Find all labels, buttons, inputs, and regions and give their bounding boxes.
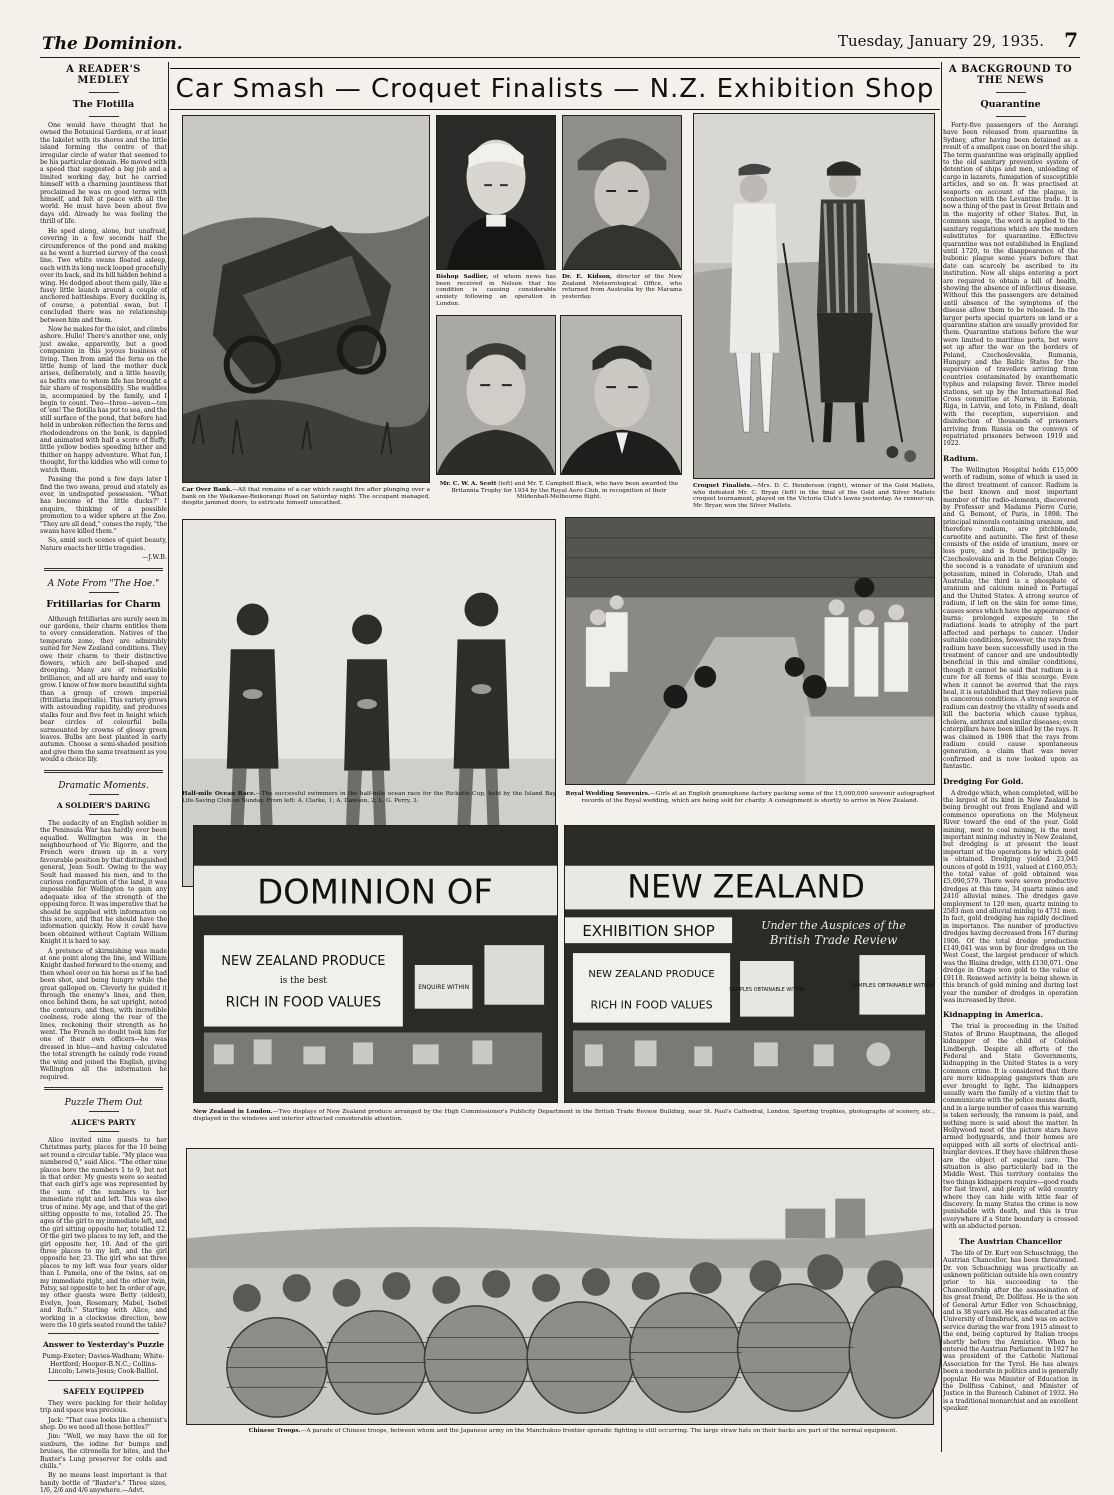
background-to-the-news-column — [943, 62, 1078, 1452]
paragraph: They were packing for their holiday trip and space was precious. — [40, 1399, 167, 1415]
article-title: The Flotilla — [72, 99, 135, 110]
paragraph: A dredge which, when completed, will be the largest of its kind in New Zealand is being brought out from England and will commence operations on the Molyneux River toward the end of the year. Gold mining, next to coal mining, is the most important mining industry in New Zealand, but dredging is at present the least important of the operations by which gold is obtained. Dredging yielded 23,045 ounces of gold in 1931, valued at £160,053; the total value of gold obtained was £5,090,579. There were seven productive dredges at this time, 34 quartz mines and 2410 alluvial mines. The dredges gave employment to 120 men, quartz mining to 2583 men and alluvial mining to 4731 men. In fact, gold dredging has rapidly declined in importance. The number of productive dredges having decreased from 167 during 1906. Of the total dredge production £149,041 was won by four dredges on the West Coast, the largest producer of which was the Blaina dredge, with £130,071. One dredge in Otago won gold to the value of £9118. Renewed activity is being shown in this branch of gold mining and during last year the number of dredges in operation was increased by three. — [943, 789, 1078, 1004]
paragraph: Forty-five passengers of the Aorangi have been released from quarantine in Sydney, after having been detained as a result of a smallpox case on board the ship. The term quarantine was originally applied to the old sanitary preventive system of detention of ships and men, unloading of cargo in lazarets, fumigation of susceptible articles, and so on. It was practised at seaports on account of the plague, in connection with the Levantine trade. It is now a thing of the past in Great Britain and in the majority of other States. But, in common usage, the word is applied to the sanitary regulations which are the modern substitutes for quarantine. Effective quarantine was not established in England until 1720, to the disappearance of the bubonic plague some years before that date can scarcely be ascribed to its institution. Now all ships entering a port are required to obtain a bill of health, showing the absence of infectious disease. Without this the passengers are detained until absence of the symptoms of the disease allow them to be released. In the larger ports special quarters on land or a quarantine station are usually provided for them. Quarantine stations before the war were limited to maritime ports, but were set up after the war on the borders of Poland, Czechoslovakia, Rumania, Hungary and the Baltic States for the supervision of travellers arriving from countries contaminated by exanthematic typhus and relapsing fever. Three model stations, set up by the International Red Cross committee at Narwa, in Estonia, Riga, in Latvia, and Ioto, in Finland, dealt with the reception, supervision and disinfection of thousands of prisoners arriving from Russia on the convoys of repatriated prisoners between 1919 and 1922. — [943, 122, 1078, 448]
shop-fascia-left: DOMINION OF — [257, 872, 493, 912]
caption-lead: Bishop Sadlier, — [436, 274, 489, 280]
caption-text: —A parade of Chinese troops, between whom and the Japanese army on the Manchukuo frontier sporadic fighting is still occurring. The large straw hats on their backs are part of the normal equipment. — [300, 1428, 898, 1434]
samples-sign-right: SAMPLES OBTAINABLE WITHIN — [850, 982, 934, 989]
swimmers-caption — [182, 791, 556, 813]
caption-lead: Mr. C. W. A. Scott — [439, 481, 497, 487]
page-banner-headline: Car Smash — Croquet Finalists — N.Z. Exhibition Shop — [170, 68, 940, 110]
article-title: The Austrian Chancellor — [959, 1236, 1062, 1246]
divider — [89, 814, 119, 815]
article-title: Kidnapping in America. — [943, 1010, 1043, 1020]
caption-text: director of the New Zealand Meteorological Office, who returned from Australia by the Marama yesterday. — [562, 274, 682, 301]
caption-text: of whom news has been received in Nelson that his condition is causing considerable anxiety following an operation in London. — [436, 274, 556, 307]
chinese-caption — [212, 1428, 934, 1440]
paragraph: By no means least important is that handy bottle of "Baxter's." Three sizes, 1/6, 2/6 and 4/6 anywhere.—Advt. — [40, 1472, 167, 1495]
article-title: Radium. — [943, 453, 979, 463]
column-rule-left — [168, 62, 169, 1452]
paragraph: A pretence of skirmishing was made at one point along the line, and William Knight dashed forward to the enemy, and then wheel over on his horse as if he had been shot, and being hungry while the great galloped on. Cleverly he guided it through the enemy's lines, and then, once behind them, he sat upright, noted the contours, and then, with incredible coolness, rode along the rear of the lines, reckoning their strength as he went. The French no doubt took him for one of their own officers—he was dressed in blue—and having calculated the total strength he calmly rode round the wing and joined the English, giving Wellington all the information he required. — [40, 947, 167, 1081]
caption-text: —The successful swimmers in the half-mile ocean race for the Ricketts Cup, held by the Island Bay Life-Saving Club on Sunday. From left: A. Clarke, 1; A. Dawson, 2; L. G. Perry, 3. — [182, 791, 556, 804]
exhibition-shop-sign: EXHIBITION SHOP — [582, 922, 715, 941]
divider — [48, 1333, 159, 1334]
caption-text: (left) and Mr. T. Campbell Black, who have been awarded the Britannia Trophy for 1934 by the Royal Aero Club, in recognition of their Mildenhall-Melbourne flight. — [451, 481, 679, 501]
car-wreck-photo — [182, 115, 430, 483]
london-caption — [193, 1109, 935, 1127]
paragraph: Now he makes for the islet, and climbs ashore. Hullo! There's another one, only just awake, apparently, but a good companion in this joyous business of living. Then from amid the ferns on the little hump of land the mother duck arises, deliberately, and a little heavily, as befits one to whom life has brought a fair share of responsibility. She waddles in, accompanied by the family, and I begin to count. Two—three—seven—ten of 'em! The flotilla has put to sea, and the still surface of the pond, that before had held in unbroken reflection the ferns and rhododendrons on the bank, is dappled and animated with half a score of fluffy, little yellow bodies speeding hither and thither on happy adventure. What fun, I thought, for the kiddies who will come to watch them. — [40, 325, 167, 474]
caption-text: —Two displays of New Zealand produce arranged by the High Commissioner's Publicity Department in the British Trade Review Building, near St. Paul's Cathedral, London. Sporting trophies, photographs of scenery, etc., displayed in the windows and interior attracted considerable attention. — [193, 1109, 935, 1122]
masthead — [40, 30, 1080, 58]
scott-portrait — [436, 315, 556, 475]
records-caption — [565, 791, 935, 815]
article-title: Fritillarias for Charm — [46, 598, 161, 610]
croquet-finalists-photo — [693, 113, 935, 479]
readers-medley-column — [40, 62, 167, 1495]
chinese-troops-photo — [186, 1148, 934, 1425]
caption-lead: New Zealand in London. — [193, 1109, 273, 1115]
divider — [89, 794, 119, 795]
divider — [89, 92, 119, 93]
divider — [44, 770, 163, 773]
paragraph: Although fritillarias are surely seen in our gardens, their charm entitles them to every consideration. Natives of the temperate zone, they are admirably suited for New Zealand conditions. They owe their charm to their distinctive flowers, which are bell-shaped and drooping. Many are of remarkable brilliance, and all are hardy and easy to grow. I know of few more beautiful sights than a group of crown imperial (fritillaria imperialis). This variety grows with astounding rapidity, and produces stalks four and five feet in height which bear circles of colourful bells surmounted by crowns of glossy green leaves. Bulbs are best planted in early autumn. Choose a semi-shaded position and give them the same treatment as you would a choice lily. — [40, 615, 167, 764]
article-kicker: Puzzle Them Out — [64, 1097, 143, 1108]
divider — [48, 1380, 159, 1381]
shop-fascia-right: NEW ZEALAND — [627, 868, 865, 906]
column-rule-right — [941, 62, 942, 1452]
campbell-black-portrait — [560, 315, 682, 475]
page-number: 7 — [1064, 28, 1078, 52]
divider — [44, 568, 163, 571]
caption-lead: Chinese Troops. — [248, 1428, 301, 1434]
divider — [89, 592, 119, 593]
paragraph: The Wellington Hospital holds £15,000 worth of radium, some of which is used in the direct treatment of cancer. Radium is the best known and most important member of the radio-elements, discovered by Professor and Madame Pierre Curie, and G. Bemont, of Paris, in 1898. The principal minerals containing uranium, and therefore radium, are pitchblende, carnotite and autunite. The first of these consists of the oxide of uranium, more or less pure, and is found principally in Czechoslovakia and in the Belgian Congo; the second is a vanadate of uranium and potassium, mined in Colorado, Utah and Australia; the third is a phosphate of uranium and calcium mined in Portugal and the United States. A strong source of radium, if left on the skin for some time, causes sores which have the appearance of burns; prolonged exposure to the radiations leads to atrophy of the part affected and perhaps to cancer. Under suitable conditions, however, the rays from radium have been successfully used in the treatment of cancer and are undoubtedly beneficial in this and similar conditions, though it cannot be said that radium is a cure for all forms of this scourge. Even when it cannot be averred that the rays heal, it is established that they relieve pain in cancerous conditions. A strong source of radium can destroy the vitality of seeds and kill the bacteria which cause typhus, cholera, anthrax and similar diseases; even caterpillars have been killed by the rays. It was claimed in 1906 that the rays from radium could cause spontaneous generation, a claim that was never confirmed and is now looked upon as fantastic. — [943, 466, 1078, 771]
divider — [996, 116, 1026, 117]
paragraph: The audacity of an English soldier in the Peninsula War has hardly ever been equalled. Wellington was in the neighbourhood of Vic Bigorre, and the French were drawn up in a very favourable position by that distinguished general, Jean Soult. Owing to the way Soult had massed his men, and to the curious configuration of the land, it was impossible for Wellington to gain any adequate idea of the strength of the opposing force. It was imperative that he should be supplied with information on this score, and that he should have the information quickly. How it could have been obtained without Captain William Knight it is hard to say. — [40, 819, 167, 946]
paragraph: So, amid such scenes of quiet beauty, Nature enacts her little tragedies. — [40, 537, 167, 552]
nz-shop-right-window-photo — [564, 825, 935, 1103]
article-title: ALICE'S PARTY — [71, 1117, 136, 1127]
paragraph: The trial is proceeding in the United States of Bruno Hauptmann, the alleged kidnapper of the child of Colonel Lindbergh. Despite all efforts of the Federal and State Governments, kidnapping in the United States is a very common crime. It is considered that there are more kidnapping gangsters than are ever brought to light. The kidnappers usually warn the family of a victim that to communicate with the police means death, and in a large number of cases this warning is taken seriously, the ransom is paid, and nothing more is said about the matter. In Hollywood most of the picture stars have armed bodyguards, and their homes are equipped with all sorts of electrical anti-burglar devices. If they have children these are the object of especial care. The situation is also particularly bad in the Middle West. This territory contains the two things kidnappers require—good roads for fast travel, and plenty of wild country where they can hide with little fear of discovery. In many States the crime is now punishable with death, and this is true everywhere if a State boundary is crossed with an abducted person. — [943, 1023, 1078, 1231]
caption-lead: Car Over Bank. — [182, 487, 233, 493]
paragraph: Jim: "Well, we may have the oil for sunburn, the iodine for bumps and bruises, the citronella for bites, and the Baxter's Lung preserver for colds and chills." — [40, 1433, 167, 1470]
produce-sign-line-1: NEW ZEALAND PRODUCE — [221, 954, 386, 969]
divider — [89, 1111, 119, 1112]
scott-black-caption — [436, 481, 682, 511]
divider — [44, 1087, 163, 1090]
auspices-line-1: Under the Auspices of the — [761, 919, 906, 933]
caption-lead: Royal Wedding Souvenirs. — [565, 791, 650, 797]
caption-text: —All that remains of a car which caught fire after plunging over a bank on the Waikanae-Reikorangi Road on Saturday night. The occupant managed, despite jammed doors, to extricate himself unscathed. — [182, 487, 430, 507]
article-title: Quarantine — [980, 99, 1041, 110]
samples-sign-left: SAMPLES OBTAINABLE WITHIN — [729, 986, 805, 993]
divider — [996, 92, 1026, 93]
gramophone-factory-photo — [565, 517, 935, 785]
auspices-line-2: British Trade Review — [769, 933, 898, 948]
nz-shop-left-window-photo — [193, 825, 558, 1103]
sadlier-caption — [436, 274, 556, 314]
divider — [89, 116, 119, 117]
puzzle-answer: Pump-Exeter; Davies-Wadham; White-Hertford; Hooper-B.N.C.; Collins-Lincoln; Lewis-Jesus; Cook-Balliol. — [42, 1352, 165, 1376]
paragraph: Alice invited nine guests to her Christmas party, places for the 10 being set round a circular table. "My place was numbered 0," said Alice. "The other nine places bore the numbers 1 to 9, but not in that order. My guests were so seated that each girl's age was represented by the sum of the numbers to her immediate right and left. This was also true of mine. My age, and that of the girl sitting opposite to me, totalled 25. The ages of the girl to my immediate left, and the girl sitting opposite her, totalled 12. Of the girl two places to my left, and the girl opposite her, 10. And of the girl three places to my left, and the girl opposite her, 23. The girl who sat three places to my left was four years older than I. Pamela, one of the twins, sat on my immediate right, and the other twin, Patsy, sat opposite to her. In order of age, my other guests were Betty (eldest), Evelyn, Joan, Rosemary, Mabel, Isobel and Ruth." Starting with Alice, and working in a clockwise direction, how were the 10 girls seated round the table? — [40, 1136, 167, 1330]
divider — [89, 1131, 119, 1132]
section-heading: A READER'S MEDLEY — [66, 64, 141, 86]
enquire-sign: ENQUIRE WITHIN — [418, 983, 470, 991]
caption-text: —Girls at an English gramophone factory packing some of the 15,000,000 souvenir autographed records of the Royal wedding, which are being sold for charity. A consignment is shortly to arrive in New Zealand. — [581, 791, 935, 804]
article-kicker: Dramatic Moments. — [58, 780, 149, 791]
paragraph: The life of Dr. Kurt von Schuschnigg, the Austrian Chancellor, has been threatened. Dr. von Schuschnigg was practically an unknown politician outside his own country prior to his succeeding to the Chancellorship after the assassination of his great friend, Dr. Dollfuss. He is the son of General Artur Edler von Schuschnigg, and is 38 years old. He was educated at the University of Innsbruck, and was on active service during the war from 1915 almost to the end, being captured by Italian troops shortly before the Armistice. When he entered the Austrian Parliament in 1927 he was president of the Catholic National Association for the Tyrol. He has always been a moderate in politics and is generally popular. He was Minister of Education in the Dollfuss Cabinet, and Minister of Justice in the Buresch Cabinet of 1932. He is a traditional monarchist and an excellent speaker. — [943, 1249, 1078, 1413]
caption-lead: Dr. E. Kidson, — [562, 274, 612, 280]
article-title: A SOLDIER'S DARING — [56, 800, 151, 810]
article-kicker: A Note From "The Hoe." — [47, 578, 160, 589]
produce-sign-line-3: RICH IN FOOD VALUES — [225, 994, 382, 1011]
produce-sign-line-2: is the best — [279, 975, 327, 986]
produce-sign-right-3: RICH IN FOOD VALUES — [590, 998, 713, 1012]
paragraph: Passing the pond a few days later I find the two swans, proud and stately as ever, in undisputed possession. "What has become of the little ducks?" I enquire, thinking of a possible promotion to a wider sphere at the Zoo. "They are all dead," comes the reply, "the swans have killed them." — [40, 476, 167, 535]
dr-kidson-portrait — [562, 115, 682, 270]
caption-lead: Half-mile Ocean Race. — [182, 791, 256, 797]
produce-sign-right-1: NEW ZEALAND PRODUCE — [588, 968, 715, 980]
newspaper-title: The Dominion. — [42, 34, 183, 54]
caption-text: —Mrs. D. C. Henderson (right), winner of the Gold Mallets, who defeated Mr. C. Bryan (left) in the final of the Gold and Silver Mallets croquet tournament, played on the Victoria Club's lawns yesterday. As runner-up, Mr. Bryan won the Silver Mallets. — [693, 483, 935, 510]
signature: —J.W.B. — [141, 553, 167, 562]
section-heading: A BACKGROUND TO THE NEWS — [948, 64, 1073, 86]
bishop-sadlier-portrait — [436, 115, 556, 270]
paragraph: One would have thought that he owned the Botanical Gardens, or at least the lakelet with its shores and the little island forming the centre of that irregular circle of water that seemed to be his particular domain. He moved with a speed that suggested a big job and a limited working day, but he carried himself with a charming jauntiness that proclaimed he was on good terms with himself, and felt at peace with all the world. He must have been about five days old. Already he was feeling the thrill of life. — [40, 122, 167, 226]
kidson-caption — [562, 274, 682, 314]
advert-title: SAFELY EQUIPPED — [63, 1386, 144, 1396]
paragraph: Jack: "That case looks like a chemist's shop. Do we need all those bottles?" — [40, 1416, 167, 1431]
paragraph: He sped along, alone, but unafraid, covering in a few seconds half the circumference of the pond and making as he went a hurried survey of the coast line. Two white swans floated asleep, each with its long neck looped gracefully over its back, and its bill hidden behind a wing. He dodged about them gaily, like a fussy little launch around a couple of anchored battleships. Every duckling is, of course, a potential swan, but I concluded there was no relationship between him and them. — [40, 227, 167, 324]
article-title: Dredging For Gold. — [943, 776, 1024, 786]
issue-date: Tuesday, January 29, 1935. — [837, 32, 1044, 50]
answer-heading: Answer to Yesterday's Puzzle — [42, 1340, 165, 1350]
caption-lead: Croquet Finalists. — [693, 483, 753, 489]
